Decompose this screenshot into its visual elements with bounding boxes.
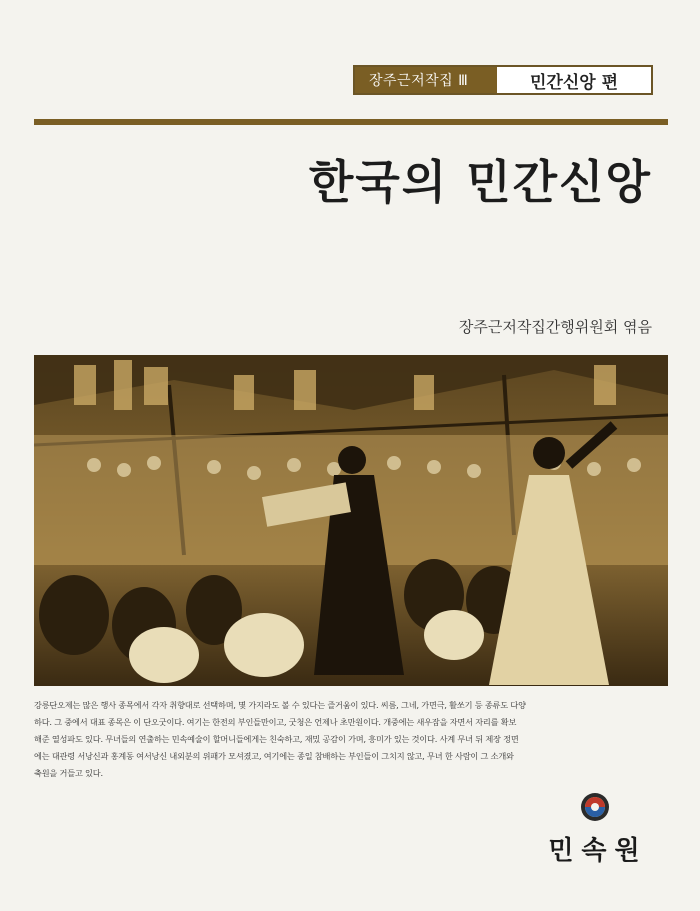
publisher-block — [528, 792, 668, 872]
cover-description — [34, 697, 668, 782]
ritual-crowd-photo — [34, 355, 668, 686]
description-line: 해준 열성파도 있다. 무녀들의 연출하는 민속예술이 할머니들에게는 친숙하고, 재밌 공감이 가며, 흥미가 있는 것이다. 사계 무녀 뒤 제장 정면 — [34, 734, 519, 744]
description-line: 에는 대관령 서낭신과 홍계동 여서낭신 내외분의 위패가 모셔졌고, 여기에는 종일 참배하는 부인들이 그치지 않고, 무녀 한 사람이 그 소개와 — [34, 751, 514, 761]
book-editor: 장주근저작집간행위원회 엮음 — [458, 318, 652, 336]
publisher-logo-icon — [580, 792, 610, 822]
series-collection-name: 장주근저작집 Ⅲ — [355, 67, 497, 93]
cover-photo — [34, 355, 668, 686]
book-title: 한국의 민간신앙 — [308, 155, 652, 209]
description-line: 하다. 그 중에서 대표 종목은 이 단오굿이다. 여기는 한전의 부인들만이고, 굿청은 언제나 초만원이다. 개중에는 새우잠을 자면서 자리를 확보 — [34, 717, 517, 727]
publisher-name: 민속원 — [548, 836, 648, 866]
description-line: 강릉단오제는 많은 행사 종목에서 각자 취향대로 선택하며, 몇 가지라도 볼 수 있다는 즐거움이 있다. 씨름, 그네, 가면극, 활쏘기 등 종류도 다양 — [34, 700, 526, 710]
description-line: 축원을 거들고 있다. — [34, 768, 103, 778]
series-label — [353, 65, 653, 95]
series-volume-name: 민간신앙 편 — [497, 67, 651, 93]
title-divider — [34, 119, 668, 125]
